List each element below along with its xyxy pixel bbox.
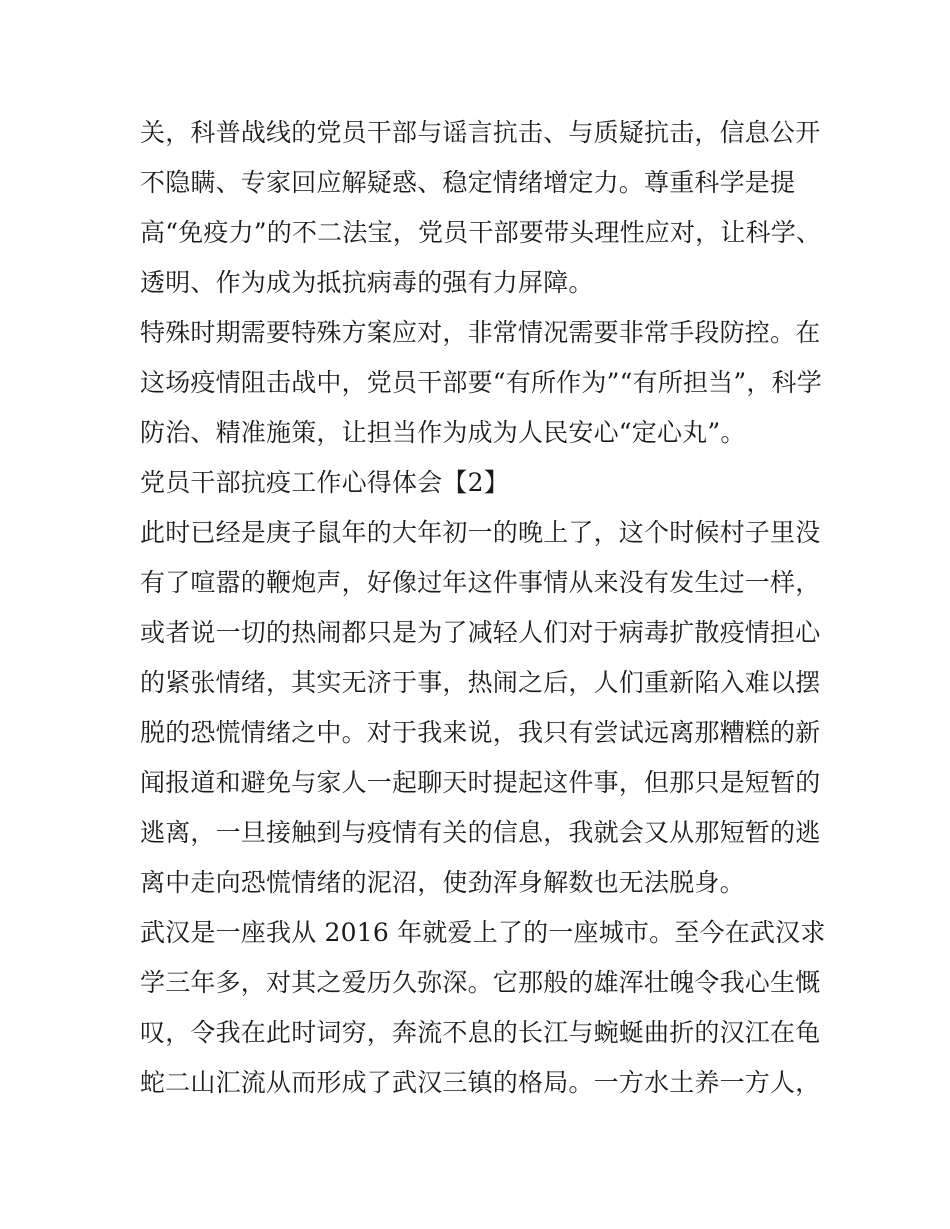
paragraph-line: 不隐瞒、专家回应解疑惑、稳定情绪增定力。尊重科学是提 <box>140 168 796 197</box>
paragraph-line: 防治、精准施策，让担当作为成为人民安心“定心丸”。 <box>140 418 746 447</box>
paragraph-line: 武汉是一座我从 2016 年就爱上了的一座城市。至今在武汉求 <box>140 918 826 947</box>
paragraph-line: 此时已经是庚子鼠年的大年初一的晚上了，这个时候村子里没 <box>140 518 821 547</box>
paragraph-line: 蛇二山汇流从而形成了武汉三镇的格局。一方水土养一方人， <box>140 1068 821 1097</box>
paragraph-line: 脱的恐慌情绪之中。对于我来说，我只有尝试远离那糟糕的新 <box>140 718 821 747</box>
paragraph-line: 高“免疫力”的不二法宝，党员干部要带头理性应对，让科学、 <box>140 218 822 247</box>
section-heading: 党员干部抗疫工作心得体会【2】 <box>140 468 509 497</box>
paragraph-line: 叹，令我在此时词穷，奔流不息的长江与蜿蜒曲折的汉江在龟 <box>140 1018 821 1047</box>
paragraph-line: 特殊时期需要特殊方案应对，非常情况需要非常手段防控。在 <box>140 318 821 347</box>
paragraph-line: 闻报道和避免与家人一起聊天时提起这件事，但那只是短暂的 <box>140 768 821 797</box>
paragraph-line: 有了喧嚣的鞭炮声，好像过年这件事情从来没有发生过一样， <box>140 568 821 597</box>
paragraph-line: 或者说一切的热闹都只是为了减轻人们对于病毒扩散疫情担心 <box>140 618 821 647</box>
paragraph-line: 的紧张情绪，其实无济于事，热闹之后，人们重新陷入难以摆 <box>140 668 821 697</box>
paragraph-line: 逃离，一旦接触到与疫情有关的信息，我就会又从那短暂的逃 <box>140 818 821 847</box>
document-body <box>140 108 826 1108</box>
paragraph-line: 关，科普战线的党员干部与谣言抗击、与质疑抗击，信息公开 <box>140 118 821 147</box>
paragraph-line: 离中走向恐慌情绪的泥沼，使劲浑身解数也无法脱身。 <box>140 868 745 897</box>
paragraph-line: 这场疫情阻击战中，党员干部要“有所作为”“有所担当”，科学 <box>140 368 822 397</box>
paragraph-line: 透明、作为成为抵抗病毒的强有力屏障。 <box>140 268 594 297</box>
paragraph-line: 学三年多，对其之爱历久弥深。它那般的雄浑壮魄令我心生慨 <box>140 968 821 997</box>
